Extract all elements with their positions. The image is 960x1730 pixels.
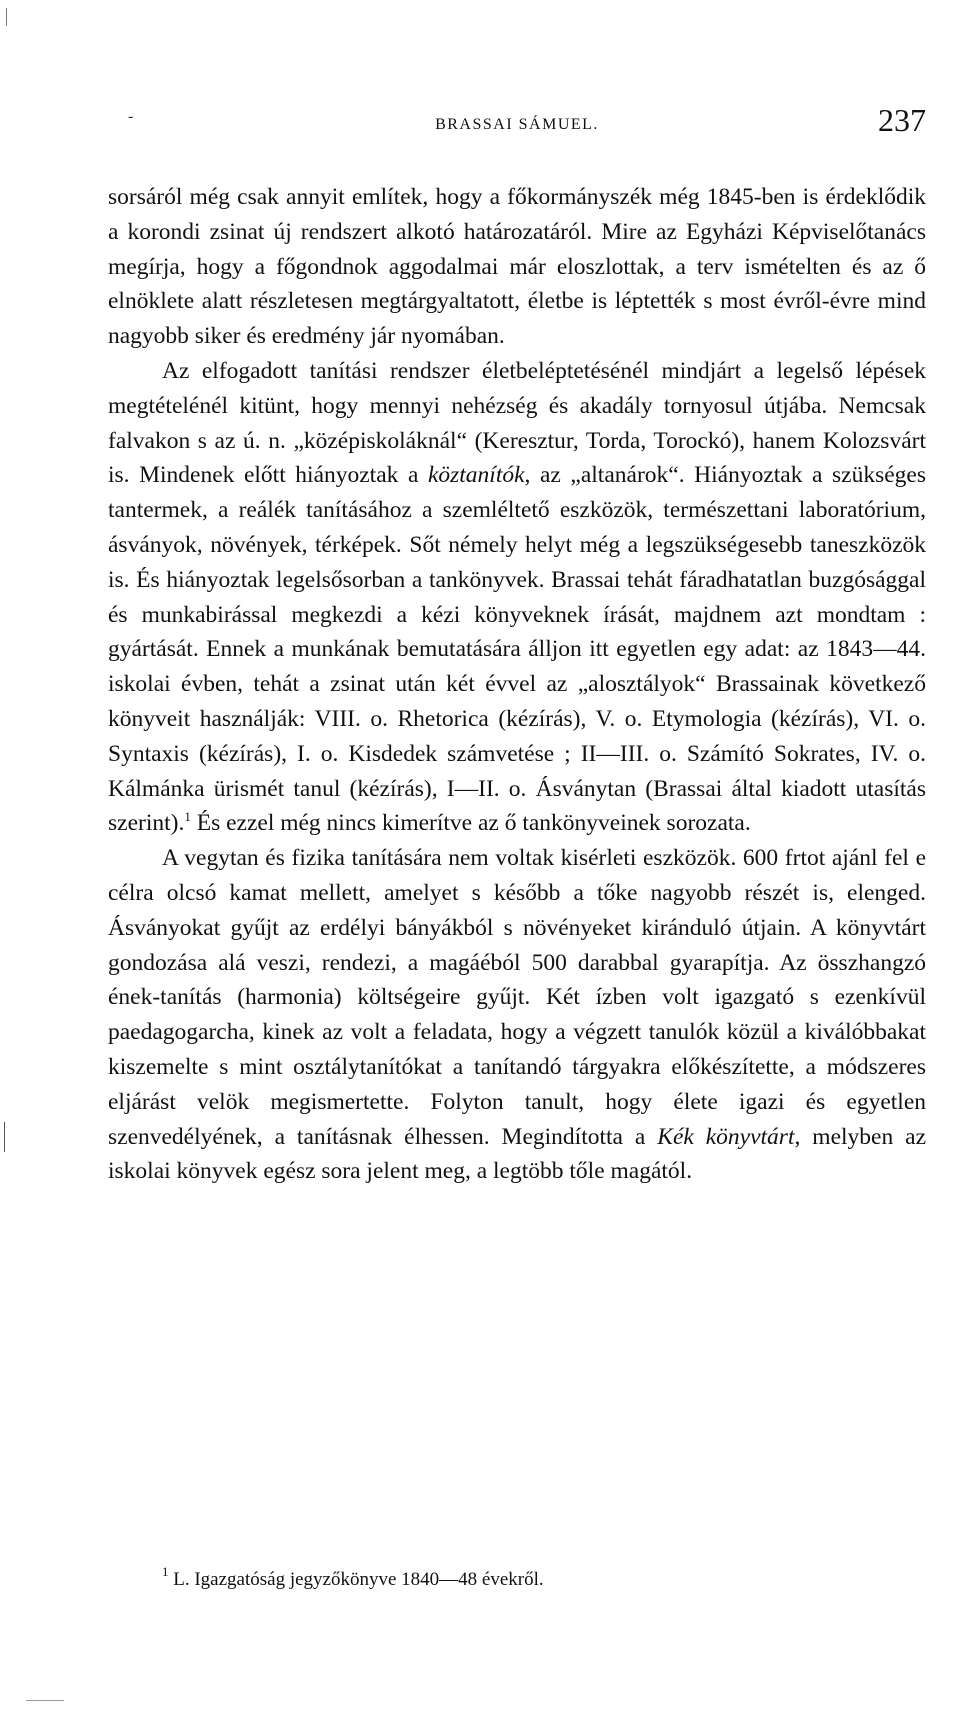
paragraph-2-text-a: Az elfogadott tanítási rendszer életbeléptetésénél mindjárt a legelső lépések megtételénél kitünt, hogy mennyi nehézség és akadály tornyosul útjába. Nemcsak falvakon s az ú. n. „középiskoláknál“ (Keresztur, Torda, Torockó), hanem Kolozsvárt is. Mindenek előtt hiányoztak a: [108, 357, 926, 489]
running-head: BRASSAI SÁMUEL.: [435, 116, 599, 133]
paragraph-3-text-b: , melyben az iskolai könyvek egész sora jelent meg, a legtöbb tőle magától.: [108, 1123, 927, 1185]
paragraph-3-italic: Kék könyvtárt: [657, 1123, 795, 1150]
header-left-mark: -: [128, 108, 134, 125]
page-header: [108, 102, 926, 142]
paragraph-2-text-c: És ezzel még nincs kimerítve az ő tankönyveinek sorozata.: [190, 810, 751, 837]
margin-line: [4, 1122, 5, 1152]
paragraph-2: [108, 354, 926, 841]
paragraph-2-italic: köztanítók: [427, 462, 525, 489]
scan-bottom-mark: [26, 1700, 64, 1701]
footnote-marker: 1: [162, 1564, 169, 1579]
paragraph-1-text: sorsáról még csak annyit említek, hogy a főkormányszék még 1845-ben is érdeklődik a korondi zsinat új rendszert alkotó határozatáról. Mire az Egyházi Képviselőtanács megírja, hogy a főgondnok aggodalmai már eloszlottak, a terv ismételten és az ő elnöklete alatt részletesen megtárgyaltatott, életbe is léptették s most évről-évre mind nagyobb siker és eredmény jár nyomában.: [108, 184, 926, 350]
paragraph-3-text-a: A vegytan és fizika tanítására nem voltak kisérleti eszközök. 600 frtot ajánl fel e célra olcsó kamat mellett, amelyet s később a tőke nagyobb részét is, elenged. Ásványokat gyűjt az erdélyi bányákból s növényeket kiránduló útjain. A könyvtárt gondozása alá veszi, rendezi, a magáéból 500 darabbal gyarapítja. Az összhangzó ének-tanítás (harmonia) költségeire gyűjt. Két ízben volt igazgató s ezenkívül paedagogarcha, kinek az volt a feladata, hogy a végzett tanulók közül a kiválóbbakat kiszemelte s mint osztálytanítókat a tanítandó tárgyakra előkészítette, a módszeres eljárást velök megismertette. Folyton tanult, hogy élete igazi és egyetlen szenvedélyének, a tanításnak élhessen. Megindította a: [108, 845, 926, 1150]
footnote-reference[interactable]: 1: [184, 809, 191, 825]
paragraph-3: [108, 841, 926, 1189]
body-text: [108, 180, 926, 1189]
footnote-text: L. Igazgatóság jegyzőkönyve 1840—48 évekről.: [173, 1569, 544, 1590]
footnote: [162, 1564, 922, 1592]
scan-edge-mark: [6, 8, 7, 26]
paragraph-1: [108, 180, 926, 354]
page-number: 237: [878, 102, 926, 138]
paragraph-2-text-b: , az „altanárok“. Hiányoztak a szükséges tantermek, a reálék tanításához a szemléltető eszközök, természettani laboratórium, ásványok, növények, térképek. Sőt némely helyt még a legszükségesebb taneszközök is. És hiányoztak legelsősorban a tankönyvek. Brassai tehát fáradhatatlan buzgósággal és munkabirással megkezdi a kézi könyveknek írását, majdnem azt mondtam : gyártását. Ennek a munkának bemutatására álljon itt egyetlen egy adat: az 1843—44. iskolai évben, tehát a zsinat után két évvel az „alosztályok“ Brassainak következő könyveit használják: VIII. o. Rhetorica (kézírás), V. o. Etymologia (kézírás), VI. o. Syntaxis (kézírás), I. o. Kisdedek számvetése ; II—III. o. Számító Sokrates, IV. o. Kálmánka ürismét tanul (kézírás), I—II. o. Ásványtan (Brassai által kiadott utasítás szerint).: [108, 462, 926, 837]
